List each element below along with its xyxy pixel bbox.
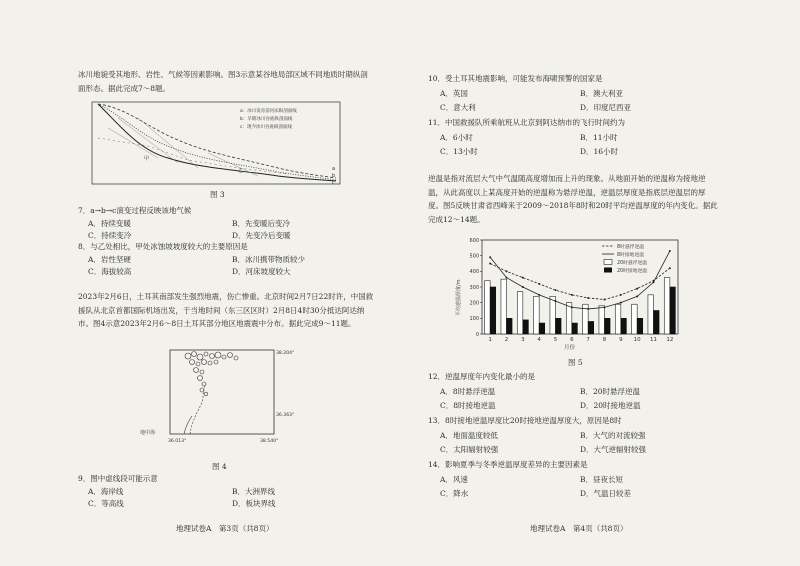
q10-option-d[interactable]: D．印度尼西亚 [580, 103, 632, 112]
legend-label: 8时悬浮逆温 [617, 244, 645, 250]
q13-option-b[interactable]: B．大气的对流较强 [580, 431, 646, 440]
point-8h-suspended [604, 299, 606, 301]
q8-option-b[interactable]: B．冰川携带物质较少 [232, 255, 306, 264]
q7-option-c[interactable]: C．持续变冷 [88, 231, 132, 240]
left-footer: 地理试卷A 第3页（共8页） [176, 524, 274, 533]
intro-q7-8: 冰川地貌受其地形、岩性、气候等因素影响。图3示意某谷地局部区域不同地质时期纵剖面形态。据此完成7～8题。 [78, 70, 368, 93]
q14-option-a[interactable]: A．风速 [440, 475, 468, 484]
q7-stem: 7．a→b→c演变过程反映该地气候 [78, 206, 192, 215]
point-8h-ground [669, 250, 671, 252]
q9-stem: 9．图中虚线段可能示意 [78, 474, 158, 483]
fig4-caption: 图 4 [212, 462, 227, 471]
q10-option-a[interactable]: A．英国 [440, 89, 468, 98]
right-footer: 地理试卷A 第4页（共8页） [530, 524, 628, 533]
bar-20h-suspended [648, 295, 654, 334]
q14-stem: 14．影响夏季与冬季逆温厚度差异的主要因素是 [428, 460, 588, 469]
fig4-lat-top: 38.204° [276, 351, 295, 356]
bar-20h-ground [572, 323, 578, 334]
q12-stem: 12．逆温厚度年内变化最小的是 [428, 372, 536, 381]
bar-20h-ground [523, 320, 529, 334]
fig3-label-b: b [332, 173, 336, 179]
bar-20h-ground [539, 323, 545, 334]
q7-option-b[interactable]: B．先变暖后变冷 [232, 219, 291, 228]
bar-20h-ground [621, 318, 627, 334]
x-tick-label: 8 [602, 337, 607, 343]
x-tick-label: 7 [586, 337, 590, 343]
point-8h-ground [587, 308, 589, 310]
point-8h-suspended [620, 294, 622, 296]
fig5-bars [485, 278, 676, 334]
fig3-legend-c: c：现今冰川谷底纵剖面线 [240, 125, 292, 130]
q9-option-b[interactable]: B．大洲界线 [232, 487, 276, 496]
intro-q12-14: 逆温是指对流层大气中气温随高度增加而上升的现象。从地面开始的逆温称为接地逆温，从此高度以上某高度开始的逆温称为悬浮逆温，逆温层厚度是指底层逆温层的厚度。图5反映甘肃省西峰来于2009～2018年8时和20时平均逆温厚度的年内变化。据此完成12～14题。 [428, 174, 718, 224]
legend-swatch [604, 268, 612, 273]
fig3-label-yi: 乙 [238, 168, 244, 174]
q11-option-b[interactable]: B．11小时 [580, 133, 618, 142]
legend-label: 20时悬浮逆温 [617, 260, 648, 266]
point-8h-suspended [538, 283, 540, 285]
fig4-lon-left: 36.013° [168, 439, 187, 444]
fig5-lines [489, 250, 671, 310]
point-8h-suspended [636, 288, 638, 290]
y-tick-label: 600 [469, 237, 479, 244]
x-tick-label: 1 [488, 337, 492, 343]
fig3-glacier-profile [88, 98, 350, 188]
fig5-xlabel: 月份 [564, 345, 576, 351]
bar-20h-ground [654, 311, 660, 335]
fig3-label-a: a [332, 166, 336, 172]
q14-option-c[interactable]: C．降水 [440, 489, 469, 498]
q10-option-b[interactable]: B．澳大利亚 [580, 89, 624, 98]
epicenter-cluster [185, 352, 238, 396]
fig4-earthquake-map [140, 342, 340, 450]
q8-option-d[interactable]: D．河床坡度较大 [232, 267, 291, 276]
q8-stem: 8．与乙处相比，甲处冰蚀坡坡度较大的主要原因是 [78, 242, 248, 251]
x-tick-label: 10 [633, 337, 641, 343]
fig4-lat-bottom: 36.363° [276, 413, 295, 418]
bar-20h-ground [490, 287, 496, 334]
legend-label: 8时接地逆温 [617, 252, 645, 258]
q12-option-a[interactable]: A．8时悬浮逆温 [440, 387, 496, 396]
point-8h-suspended [587, 297, 589, 299]
x-tick-label: 4 [537, 337, 541, 343]
point-8h-ground [636, 295, 638, 297]
y-tick-label: 500 [469, 253, 479, 260]
fig3-label-jia: 甲 [144, 156, 150, 162]
q7-option-a[interactable]: A．持续变暖 [88, 219, 131, 228]
q13-option-c[interactable]: C．太阳辐射较强 [440, 445, 499, 454]
x-tick-label: 9 [619, 337, 623, 343]
bar-20h-suspended [550, 296, 556, 334]
q12-option-c[interactable]: C．8时接地逆温 [440, 401, 496, 410]
q11-option-c[interactable]: C．13小时 [440, 147, 478, 156]
y-tick-label: 0 [475, 331, 479, 338]
q11-stem: 11．中国救援队所乘航班从北京到阿达纳市的飞行时间约为 [428, 118, 626, 127]
intro-q9-11: 2023年2月6日，土耳其南部发生强烈地震，伤亡惨重。北京时间2月7日22时许，中国救援队从北京首都国际机场出发，于当地时间（东三区区时）2月8日4时30分抵达阿达纳市。图4示意2023年2月6～8日土耳其部分地区地震震中分布。据此完成9～11题。 [78, 292, 374, 328]
q9-option-d[interactable]: D．板块界线 [232, 499, 276, 508]
point-8h-suspended [669, 267, 671, 269]
point-8h-suspended [571, 294, 573, 296]
q10-stem: 10．受土耳其地震影响，可能发布海啸预警的国家是 [428, 74, 603, 83]
point-8h-ground [571, 306, 573, 308]
bar-20h-ground [637, 318, 643, 334]
x-tick-label: 2 [504, 337, 509, 343]
q14-option-d[interactable]: D．气温日较差 [580, 489, 632, 498]
point-8h-ground [522, 286, 524, 288]
bar-20h-ground [605, 318, 611, 334]
point-8h-ground [506, 277, 508, 279]
fig5-legend [602, 243, 647, 274]
point-8h-suspended [555, 289, 557, 291]
q12-option-d[interactable]: D．20时接地逆温 [580, 401, 641, 410]
q13-option-a[interactable]: A．地面温度较低 [440, 431, 498, 440]
bar-20h-ground [670, 287, 676, 334]
fig5-ylabel: 平均逆温厚度/m [456, 279, 462, 316]
y-tick-label: 200 [469, 300, 479, 307]
bar-20h-suspended [501, 279, 507, 334]
bar-20h-suspended [632, 304, 638, 334]
y-tick-label: 400 [469, 269, 479, 276]
bar-20h-suspended [534, 296, 540, 334]
q7-option-d[interactable]: D．先变冷后变暖 [232, 231, 291, 240]
point-8h-ground [620, 302, 622, 304]
bar-20h-suspended [485, 281, 491, 334]
x-tick-label: 12 [666, 337, 674, 343]
q11-option-d[interactable]: D．16小时 [580, 147, 619, 156]
q11-option-a[interactable]: A．6小时 [440, 133, 473, 142]
x-tick-label: 5 [553, 337, 558, 343]
bar-20h-ground [588, 321, 594, 334]
legend-swatch [604, 260, 612, 265]
y-tick-label: 300 [469, 284, 479, 291]
fig3-label-c: c [332, 180, 335, 186]
x-tick-label: 11 [650, 337, 657, 343]
point-8h-ground [489, 256, 491, 258]
fig3-legend-a: a：冰川发育前河床纵剖面线 [240, 109, 297, 114]
y-tick-label: 100 [469, 316, 479, 323]
point-8h-suspended [506, 270, 508, 272]
point-8h-ground [538, 294, 540, 296]
bar-20h-suspended [664, 278, 670, 334]
q8-option-a[interactable]: A．岩性坚硬 [88, 255, 131, 264]
fig3-legend-b: b：早期冰川谷底纵剖面线 [240, 117, 293, 122]
q9-option-a[interactable]: A．海岸线 [88, 487, 124, 496]
q14-option-b[interactable]: B．昼夜长短 [580, 475, 624, 484]
bar-20h-ground [556, 318, 562, 334]
x-tick-label: 6 [570, 337, 574, 343]
q13-stem: 13．8时接地逆温厚度比20时接地逆温厚度大，原因是8时 [428, 416, 622, 425]
bar-20h-suspended [599, 306, 605, 334]
fig5-inversion-chart [452, 234, 692, 352]
q12-option-b[interactable]: B．20时悬浮逆温 [580, 387, 641, 396]
fig4-lon-right: 38.540° [260, 439, 279, 444]
q9-option-c[interactable]: C．等高线 [88, 499, 124, 508]
point-8h-ground [653, 281, 655, 283]
q8-option-c[interactable]: C．海拔较高 [88, 267, 132, 276]
bar-20h-ground [507, 318, 513, 334]
point-8h-ground [555, 300, 557, 302]
bar-20h-suspended [615, 304, 621, 334]
point-8h-suspended [522, 277, 524, 279]
legend-label: 20时接地逆温 [617, 268, 648, 274]
fig3-legend [240, 107, 297, 130]
x-tick-label: 3 [521, 337, 525, 343]
bar-20h-suspended [517, 292, 523, 334]
fig3-caption: 图 3 [210, 190, 225, 199]
point-8h-suspended [489, 263, 491, 265]
fig4-sea-label: 地中海 [140, 430, 156, 436]
fig5-caption: 图 5 [568, 358, 583, 367]
q13-option-d[interactable]: D．大气逆辐射较强 [580, 445, 647, 454]
q10-option-c[interactable]: C．意大利 [440, 103, 476, 112]
point-8h-ground [604, 306, 606, 308]
